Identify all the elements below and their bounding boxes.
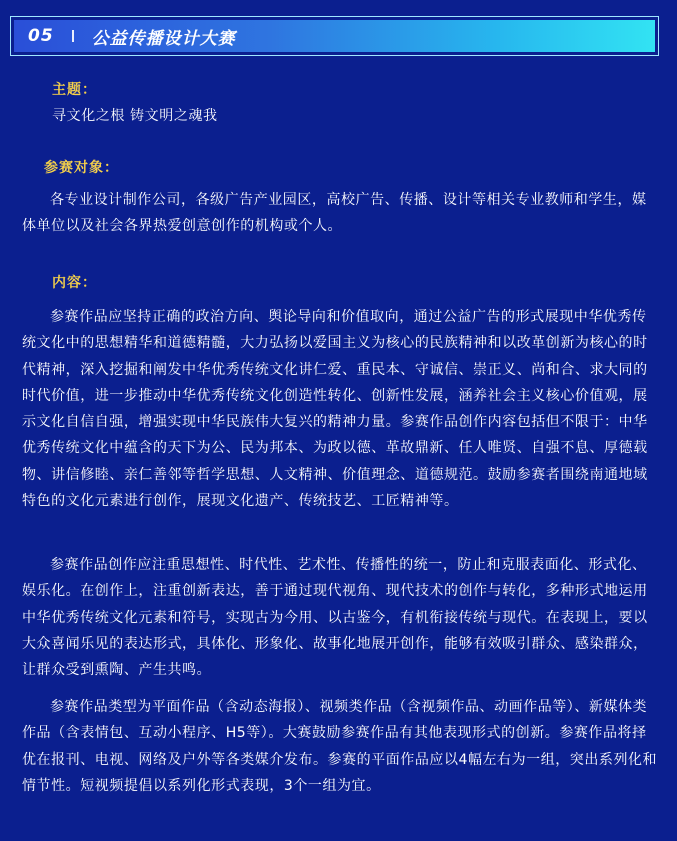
participants-label: 参赛对象： — [44, 160, 119, 176]
theme-text: 寻文化之根 铸文明之魂我 — [52, 108, 218, 124]
content-label: 内容： — [52, 275, 97, 291]
header-divider — [72, 30, 74, 42]
content-paragraph-1: 参赛作品应坚持正确的政治方向、舆论导向和价值取向，通过公益广告的形式展现中华优秀传统文化中的思想精华和道德精髓，大力弘扬以爱国主义为核心的民族精神和以改革创新为核心的时代精神，深入挖掘和阐发中华优秀传统文化讲仁爱、重民本、守诚信、崇正义、尚和合、求大同的时代价值，进一步推动中华优秀传统文化创造性转化、创新性发展，涵养社会主义核心价值观，展示文化自信自强，增强实现中华民族伟大复兴的精神力量。参赛作品创作内容包括但不限于：中华优秀传统文化中蕴含的天下为公、民为邦本、为政以德、革故鼎新、任人唯贤、自强不息、厚德载物、讲信修睦、亲仁善邻等哲学思想、人文精神、价值理念、道德规范。鼓励参赛者围绕南通地域特色的文化元素进行创作，展现文化遗产、传统技艺、工匠精神等。 — [22, 309, 648, 510]
section-header — [10, 16, 659, 56]
section-number: 05 — [28, 26, 54, 46]
content-paragraph-3: 参赛作品类型为平面作品（含动态海报）、视频类作品（含视频作品、动画作品等）、新媒体类作品（含表情包、互动小程序、H5等）。大赛鼓励参赛作品有其他表现形式的创新。参赛作品将择优在报刊、电视、网络及户外等各类媒介发布。参赛的平面作品应以4幅左右为一组，突出系列化和情节性。短视频提倡以系列化形式表现，3个一组为宜。 — [22, 699, 658, 794]
section-header-banner — [14, 20, 655, 52]
content-paragraph-2: 参赛作品创作应注重思想性、时代性、艺术性、传播性的统一，防止和克服表面化、形式化、娱乐化。在创作上，注重创新表达，善于通过现代视角、现代技术的创作与转化，多种形式地运用中华优秀传统文化元素和符号，实现古为今用、以古鉴今，有机衔接传统与现代。在表现上，要以大众喜闻乐见的表达形式，具体化、形象化、故事化地展开创作，能够有效吸引群众、感染群众，让群众受到熏陶、产生共鸣。 — [22, 557, 648, 679]
section-title: 公益传播设计大赛 — [91, 28, 236, 49]
theme-label: 主题： — [52, 82, 97, 98]
participants-text: 各专业设计制作公司，各级广告产业园区，高校广告、传播、设计等相关专业教师和学生，媒体单位以及社会各界热爱创意创作的机构或个人。 — [22, 192, 647, 235]
